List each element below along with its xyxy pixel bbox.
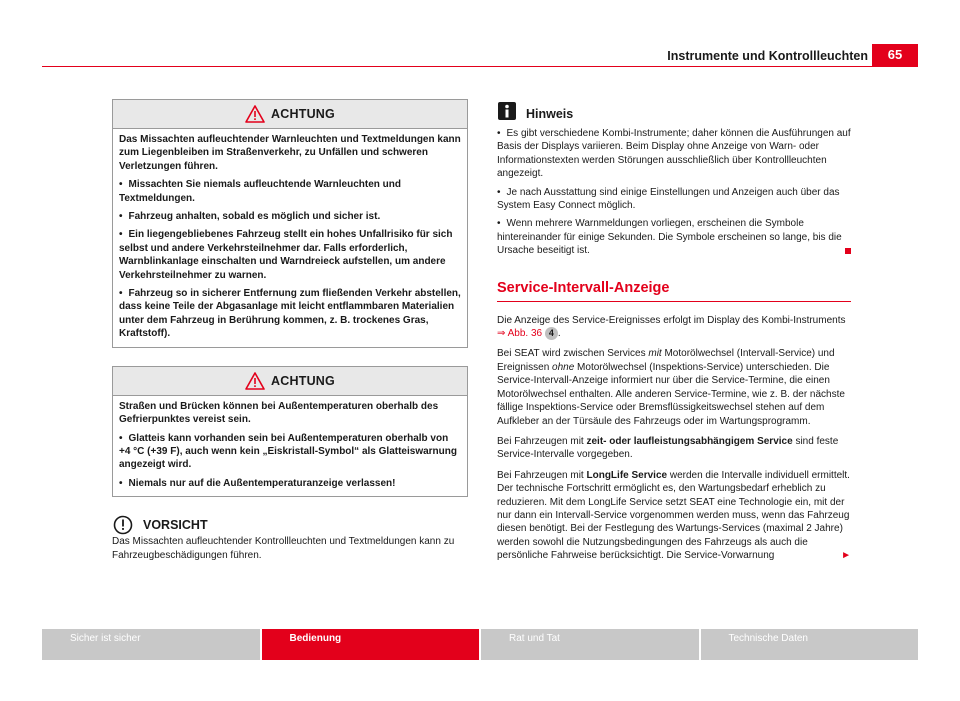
hint-title: Hinweis: [526, 107, 574, 121]
warning-bullet: • Glatteis kann vorhanden sein bei Außentemperaturen oberhalb von +4 °C (+39 F), auch wenn kein „Eiskristall-Symbol“ als Glatteiswarnung angezeigt wird.: [119, 432, 461, 472]
warning-box-2: [112, 366, 468, 497]
text-span: Bei Fahrzeugen mit: [497, 435, 587, 447]
figure-link[interactable]: ⇒ Abb. 36: [497, 328, 543, 340]
footer-tab-bar: [42, 629, 918, 660]
chapter-title: Instrumente und Kontrollleuchten: [667, 49, 868, 63]
tab-technische-daten[interactable]: Technische Daten: [701, 629, 919, 660]
text-span: Motorölwechsel (Inspektions-Service) unterschieden. Die Service-Intervall-Anzeige informiert nur über die Service-Termine, die einen Motorölwechsel enthalten. Alle anderen Service-Termine, wie z. B. der nächste fällige Inspektions-Service oder Bremsflüssigkeitswechsel stehen auf dem Aufkleber an der Türsäule des Fahrzeugs oder im Wartungsprogramm.: [497, 361, 845, 427]
text-span: werden die Intervalle individuell ermittelt. Der technische Fortschritt ermöglicht es, den Wartungsbedarf erheblich zu reduzieren. Mit dem LongLife Service setzt SEAT eine Technologie ein, mit der nur dann ein Intervall-Service vorgenommen werden muss, wenn das Fahrzeug diesen benötigt. Bei der Festlegung des Wartungs-Services (maximal 2 Jahre) werden sowohl die Nutzungsbedingungen des Fahrzeugs als auch die persönliche Fahrweise berücksichtigt. Die Service-Vorwarnung: [497, 469, 850, 562]
hint-body: [497, 127, 851, 258]
caution-text: Das Missachten aufleuchtender Kontrollleuchten und Textmeldungen kann zu Fahrzeugbeschädigungen führen.: [112, 536, 455, 561]
warning-title: ACHTUNG: [271, 373, 335, 388]
hint-bullet: • Je nach Ausstattung sind einige Einstellungen und Anzeigen auch über das System Easy Connect möglich.: [497, 186, 851, 213]
warning-box-header: [113, 100, 467, 129]
warning-triangle-icon: [245, 105, 265, 123]
hint-bullet-text: Wenn mehrere Warnmeldungen vorliegen, erscheinen die Symbole hintereinander für einige Sekunden. Die Symbole erscheinen so lange, bis die Ursache beseitigt ist.: [497, 218, 842, 257]
hint-header: [497, 99, 851, 121]
tab-sicher-ist-sicher[interactable]: Sicher ist sicher: [42, 629, 260, 660]
paragraph-1: [497, 314, 851, 341]
warning-bullet: • Fahrzeug so in sicherer Entfernung zum fließenden Verkehr abstellen, dass keine Teile der Abgasanlage mit leicht entflammbaren Materialien unter dem Fahrzeug in Berührung kommen, z. B. trockenes Gras, Kraftstoff).: [119, 287, 461, 341]
warning-intro: Das Missachten aufleuchtender Warnleuchten und Textmeldungen kann zum Liegenbleiben im Straßenverkehr, zu Unfällen und schweren Verletzungen führen.: [119, 134, 461, 172]
text-span: Bei Fahrzeugen mit: [497, 469, 587, 481]
section-title: Service-Intervall-Anzeige: [497, 280, 851, 302]
warning-bullet: • Fahrzeug anhalten, sobald es möglich und sicher ist.: [119, 210, 461, 223]
hint-bullet: • Es gibt verschiedene Kombi-Instrumente; daher können die Ausführungen auf Basis der Displays variieren. Beim Display ohne Anzeige von Warn- oder Informationstexten werden Störungen ausschließlich über Kontrollleuchten angezeigt.: [497, 127, 851, 181]
caution-exclamation-icon: [113, 515, 133, 535]
bold-term: LongLife Service: [586, 469, 668, 481]
section-body: [497, 314, 851, 563]
page-number: 65: [872, 44, 918, 66]
text-span: .: [557, 328, 561, 340]
warning-body: [113, 396, 467, 496]
emphasis: ohne: [552, 361, 575, 373]
tab-rat-und-tat[interactable]: Rat und Tat: [481, 629, 699, 660]
right-column: [497, 99, 851, 570]
paragraph-4: [497, 469, 851, 563]
warning-body: [113, 129, 467, 347]
tab-bedienung[interactable]: Bedienung: [262, 629, 480, 660]
info-icon: [497, 99, 517, 121]
warning-title: ACHTUNG: [271, 107, 335, 121]
caution-header: [113, 515, 468, 535]
bold-term: zeit- oder laufleistungsabhängigem Service: [586, 435, 793, 447]
text-span: Bei SEAT wird zwischen Services: [497, 348, 649, 360]
page-header: [0, 0, 960, 70]
warning-triangle-icon: [245, 372, 265, 390]
warning-intro: Straßen und Brücken können bei Außentemperaturen oberhalb des Gefrierpunktes vereist sein.: [119, 400, 439, 426]
paragraph-3: [497, 435, 851, 462]
left-column: [112, 99, 468, 562]
paragraph-2: [497, 347, 851, 427]
text-span: Die Anzeige des Service-Ereignisses erfolgt im Display des Kombi-Instruments: [497, 314, 846, 326]
emphasis: mit: [648, 348, 662, 360]
warning-bullet: • Missachten Sie niemals aufleuchtende Warnleuchten und Textmeldungen.: [119, 178, 461, 205]
warning-box-1: [112, 99, 468, 348]
warning-bullet: • Ein liegengebliebenes Fahrzeug stellt ein hohes Unfallrisiko für sich selbst und andere Verkehrsteilnehmer dar. Falls erforderlich, Warnblinkanlage einschalten und Warndreieck aufstellen, um andere Verkehrsteilnehmer zu warnen.: [119, 228, 461, 282]
figure-callout-badge: 4: [545, 327, 558, 340]
caution-title: VORSICHT: [143, 518, 208, 533]
warning-box-header: [113, 367, 467, 396]
hint-bullet: [497, 217, 851, 257]
warning-bullet: • Niemals nur auf die Außentemperaturanzeige verlassen!: [119, 477, 461, 490]
text-span: sind feste Service-Intervalle vorgegeben.: [497, 435, 839, 461]
continue-arrow-icon: ►: [841, 550, 851, 562]
end-of-section-mark: [845, 248, 851, 254]
text-span: Motorölwechsel (Intervall-Service) und Ereignissen: [497, 348, 835, 373]
header-rule: [42, 66, 918, 67]
